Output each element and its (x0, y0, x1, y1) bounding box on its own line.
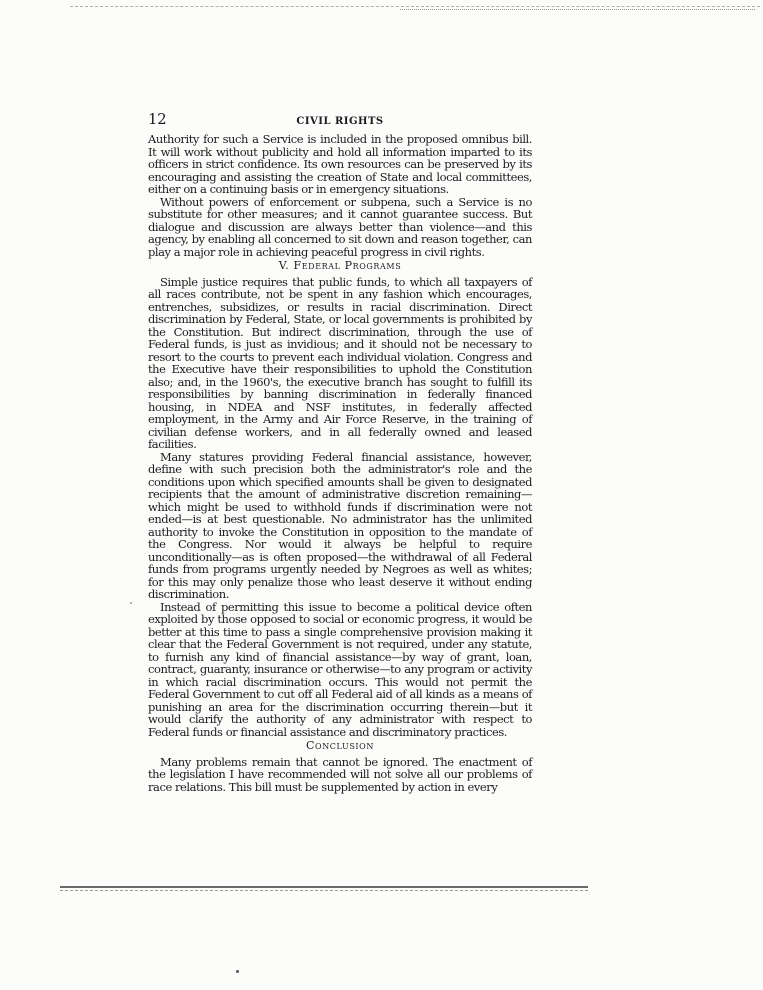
paragraph: Instead of permitting this issue to become a political device often exploited by those opposed to social or economic progress, it would be better at this time to pass a single comprehensive provision making it clear that the Federal Government is not required, under any statute, to furnish any kind of financial assistance—by way of grant, loan, contract, guaranty, insurance or otherwise—to any program or activity in which racial discrimination occurs. This would not permit the Federal Government to cut off all Federal aid of all kinds as a means of punishing an area for the discrimination occurring therein—but it would clarify the authority of any administrator with respect to Federal funds or financial assistance and discriminatory practices. (148, 599, 532, 739)
running-title: CIVIL RIGHTS (296, 116, 384, 127)
page-header (148, 110, 532, 133)
scan-speck (130, 602, 132, 604)
scan-speck (236, 970, 239, 973)
scan-artifact-bottom-rule (60, 886, 588, 888)
paragraph: Authority for such a Service is included in the proposed omnibus bill. It will work without publicity and hold all information imparted to its officers in strict confidence. Its own resources can be preserved by its encouraging and assisting the creation of State and local committees, either on a continuing basis or in emergency situations. (148, 132, 532, 196)
page-number: 12 (148, 110, 167, 128)
section-heading-conclusion: Conclusion (306, 739, 374, 752)
paragraph: Many statures providing Federal financial assistance, however, define with such precision both the administrator's role and the conditions upon which specified amounts shall be given to designated recipients that the amount of administrative discretion remaining—which might be used to withhold funds if discrimination were not ended—is at best questionable. No administrator has the unlimited authority to invoke the Constitution in opposition to the mandate of the Congress. Nor would it always be helpful to require unconditionally—as is often proposed—the withdrawal of all Federal funds from programs urgently needed by Negroes as well as whites; for this may only penalize those who least deserve it without ending discrimination. (148, 449, 532, 601)
scan-artifact-bottom-dots (60, 890, 588, 891)
section-heading-federal-programs: V. Federal Programs (278, 259, 402, 272)
paragraph: Without powers of enforcement or subpena, such a Service is no substitute for other measures; and it cannot guarantee success. But dialogue and discussion are always better than violence—and this agency, by enabling all concerned to sit down and reason together, can play a major role in achieving peaceful progress in civil rights. (148, 194, 532, 259)
paragraph: Simple justice requires that public funds, to which all taxpayers of all races contribute, not be spent in any fashion which encourages, entrenches, subsidizes, or results in racial discrimination. Direct discrimination by Federal, State, or local governments is prohibited by the Constitution. But indirect discrimination, through the use of Federal funds, is just as invidious; and it should not be necessary to resort to the courts to prevent each individual violation. Congress and the Executive have their responsibilities to uphold the Constitution also; and, in the 1960's, the executive branch has sought to fulfill its responsibilities by banning discrimination in federally financed housing, in NDEA and NSF institutes, in federally affected employment, in the Army and Air Force Reserve, in the training of civilian defense workers, and in all federally owned and leased facilities. (148, 274, 532, 451)
scan-artifact-top-dots (400, 9, 755, 10)
paragraph: Many problems remain that cannot be ignored. The enactment of the legislation I have recommended will not solve all our problems of race relations. This bill must be supplemented by action in every (148, 754, 532, 794)
document-page (148, 110, 532, 794)
scan-artifact-top-rule (70, 6, 760, 7)
